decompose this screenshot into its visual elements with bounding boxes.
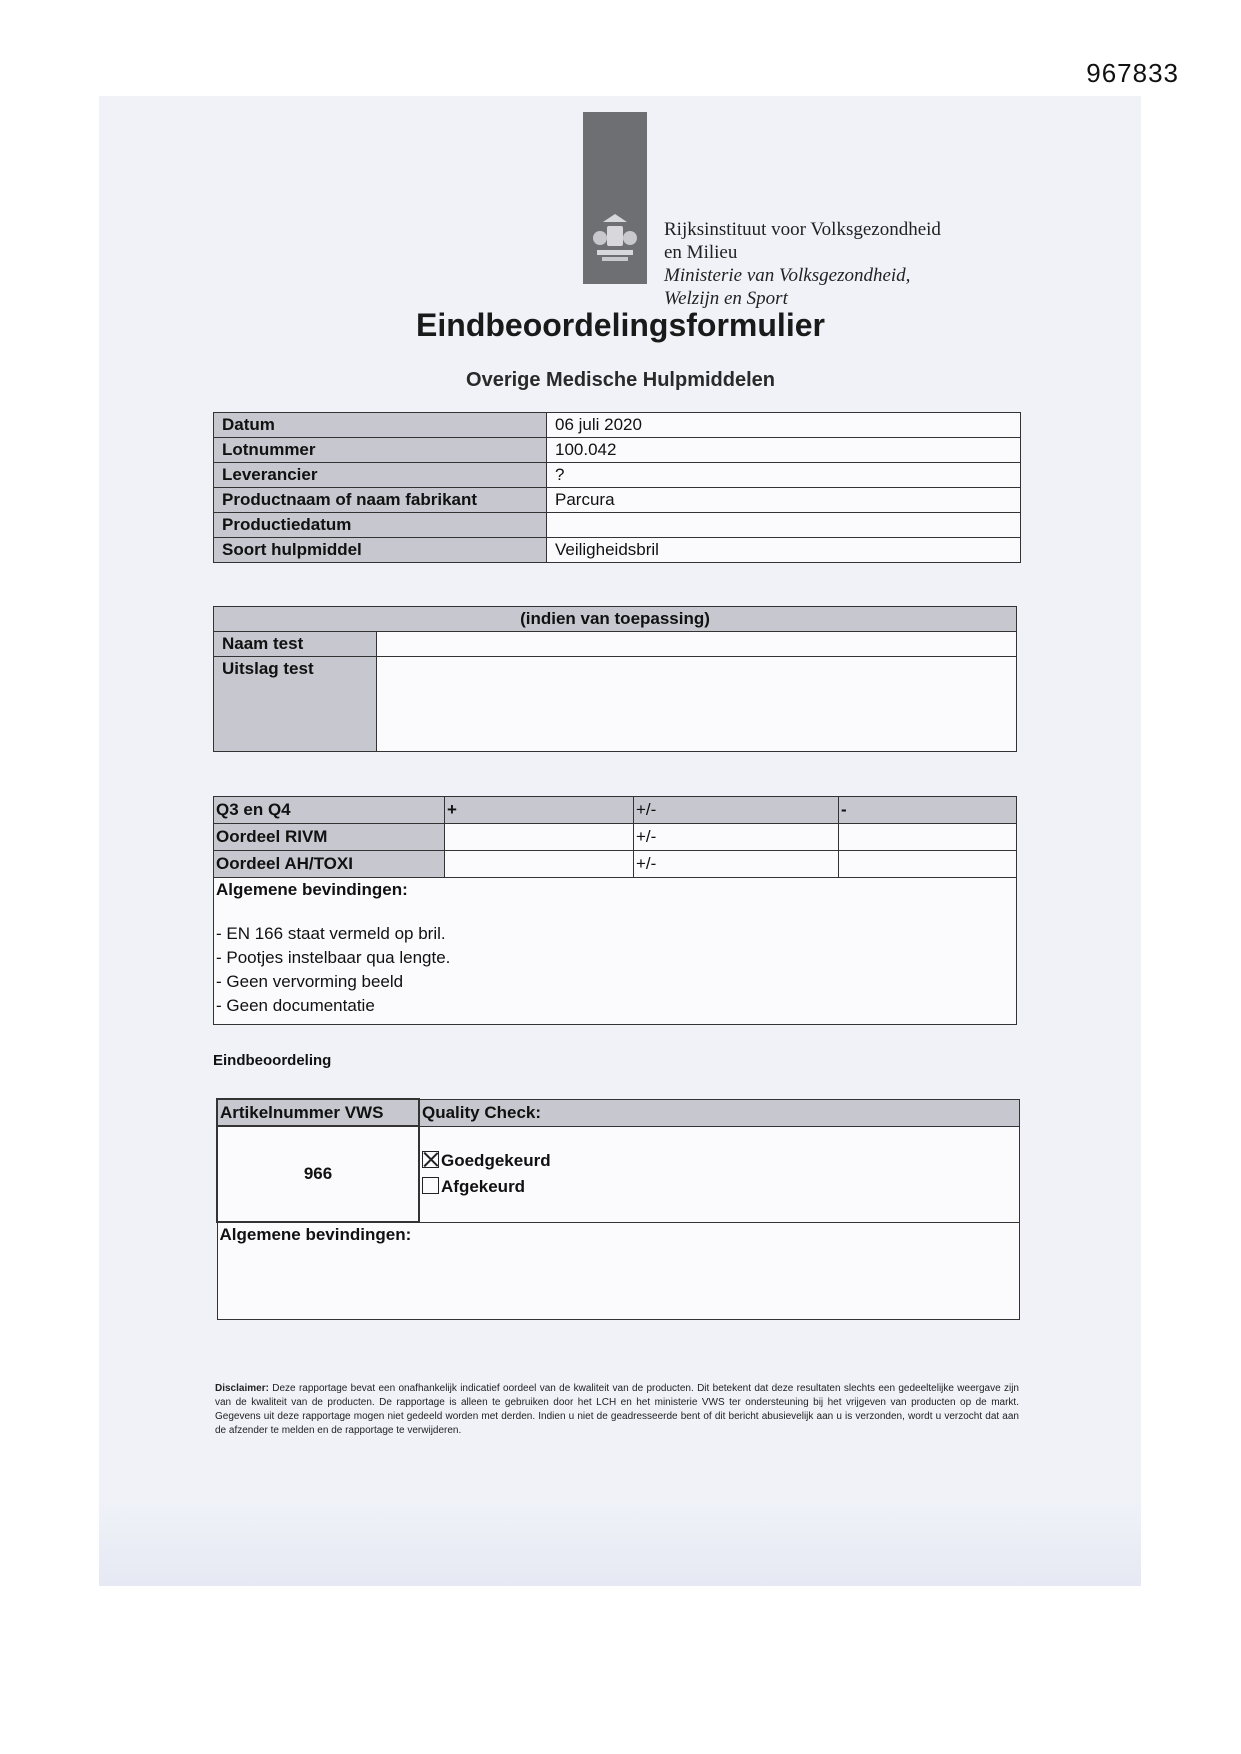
info-value (547, 513, 1021, 538)
table-row (214, 463, 1021, 488)
rejected-label: Afgekeurd (441, 1177, 526, 1196)
quality-table (213, 796, 1017, 1025)
table-row (214, 413, 1021, 438)
qc-label: Quality Check: (419, 1099, 1020, 1126)
quality-minus (839, 851, 1017, 878)
approved-label: Goedgekeurd (441, 1151, 551, 1170)
table-row (214, 488, 1021, 513)
finding-text: EN 166 staat vermeld op bril. (226, 924, 446, 943)
test-name-value (377, 632, 1017, 657)
info-label: Productnaam of naam fabrikant (214, 488, 547, 513)
finding-text: Pootjes instelbaar qua lengte. (226, 948, 451, 967)
approved-option[interactable] (422, 1148, 1017, 1174)
findings-label: Algemene bevindingen: (216, 880, 408, 899)
list-item: - Geen vervorming beeld (216, 972, 404, 991)
sheet-bottom-shade (99, 1500, 1141, 1586)
quality-label: Oordeel AH/TOXI (214, 851, 445, 878)
quality-minus: - (839, 797, 1017, 824)
quality-label: Q3 en Q4 (214, 797, 445, 824)
eindbeoordeling-label: Eindbeoordeling (213, 1052, 332, 1069)
test-name-label: Naam test (214, 632, 377, 657)
test-result-label: Uitslag test (214, 657, 377, 752)
general-findings (214, 878, 1017, 1025)
list-item: - Geen documentatie (216, 996, 375, 1015)
info-label: Soort hulpmiddel (214, 538, 547, 563)
info-value: Parcura (547, 488, 1021, 513)
form-title: Eindbeoordelingsformulier (416, 307, 825, 343)
organisation-name (664, 218, 941, 310)
table-row (214, 513, 1021, 538)
quality-plusminus: +/- (634, 851, 839, 878)
disclaimer-label: Disclaimer: (215, 1383, 269, 1394)
quality-plus (445, 824, 634, 851)
info-label: Leverancier (214, 463, 547, 488)
org-line-1: Rijksinstituut voor Volksgezondheid (664, 219, 941, 240)
finding-text: Geen documentatie (226, 996, 375, 1015)
list-item: - Pootjes instelbaar qua lengte. (216, 948, 451, 967)
crest-icon (590, 212, 640, 268)
disclaimer-text: Deze rapportage bevat een onafhankelijk indicatief oordeel van de kwaliteit van de producten. Dit betekent dat deze resultaten slechts een gedeeltelijke weergave zijn van de kwaliteit van de producten. De rapportage is alleen te gebruiken door het LCH en het ministerie VWS ter ondersteuning bij het vrijgeven van producten op de markt. Gegevens uit deze rapportage mogen niet gedeeld worden met derden. Indien u niet de geadresseerde bent of dit bericht abusievelijk aan u is verzonden, wordt u verzocht dat aan de afzender te melden en de rapportage te verwijderen. (215, 1383, 1019, 1436)
qc-options (419, 1126, 1020, 1222)
table-row (214, 538, 1021, 563)
test-table (213, 606, 1017, 752)
quality-label: Oordeel RIVM (214, 824, 445, 851)
finding-text: Geen vervorming beeld (226, 972, 404, 991)
info-label: Productiedatum (214, 513, 547, 538)
rejected-checkbox[interactable] (422, 1177, 439, 1194)
ministry-line-2: Welzijn en Sport (664, 288, 788, 309)
info-value: Veiligheidsbril (547, 538, 1021, 563)
info-value: ? (547, 463, 1021, 488)
artikel-value: 966 (217, 1126, 419, 1222)
info-value: 100.042 (547, 438, 1021, 463)
list-item: - EN 166 staat vermeld op bril. (216, 924, 446, 943)
info-label: Datum (214, 413, 547, 438)
quality-plus (445, 851, 634, 878)
rejected-option[interactable] (422, 1174, 1017, 1200)
artikel-label: Artikelnummer VWS (217, 1099, 419, 1126)
info-value: 06 juli 2020 (547, 413, 1021, 438)
quality-plusminus: +/- (634, 824, 839, 851)
product-info-table (213, 412, 1021, 563)
form-subtitle: Overige Medische Hulpmiddelen (466, 369, 775, 391)
document-id: 967833 (1086, 58, 1179, 88)
table-row (214, 438, 1021, 463)
quality-plusminus: +/- (634, 797, 839, 824)
approved-checkbox[interactable] (422, 1151, 439, 1168)
test-header: (indien van toepassing) (214, 607, 1017, 632)
ministry-line-1: Ministerie van Volksgezondheid, (664, 265, 911, 286)
test-result-value (377, 657, 1017, 752)
final-findings: Algemene bevindingen: (217, 1222, 1020, 1320)
final-assessment-table (216, 1098, 1020, 1320)
quality-minus (839, 824, 1017, 851)
quality-plus: + (445, 797, 634, 824)
org-line-2: en Milieu (664, 242, 738, 263)
info-label: Lotnummer (214, 438, 547, 463)
disclaimer (215, 1382, 1019, 1438)
